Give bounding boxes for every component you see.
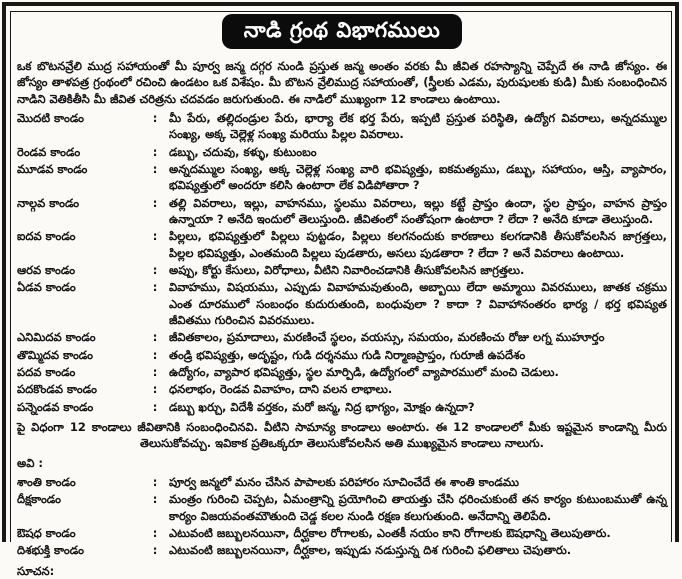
kandam-label: దీక్షకాండం (17, 492, 61, 507)
kandam-description: తల్లి వివరాలు, ఇల్లు, వాహనము, స్థలము వివరాలు, ఇల్లు కట్టే ప్రాప్తం ఉందా, స్థల ప్రాప్తం, వాహన ప్రాప్తం ఉన్నాయా ? అనేది ఇందులో తెలుస్తుంది. జీవితంలో సంతోషంగా ఉంటారా ? లేదా ? అనేది కూడా తెలుస్తుంది. (169, 195, 667, 227)
colon-separator: : (152, 330, 158, 345)
kandam-description: వివాహము, విషయము, ఎప్పుడు వివాహమవుతుంది, అబ్బాయి లేదా అమ్మాయి వివరములు, జాతక చక్రము ఎంత దూరములో సంబంధం కుదురుతుంది, బంధువులా ? కాదా ? వివాహానంతరం భార్య / భర్త భవిష్యత జీవితము గురించిన వివరములు. (169, 280, 667, 328)
kandam-description: ఎటువంటి జబ్బులనయినా, దీర్ఘకాల, ఇప్పుడు నడుస్తున్న దిశ గురించి ఫలితాలు చెపుతారు. (169, 543, 572, 558)
kandam-row-7 (17, 279, 667, 328)
kandam-label: పదకొండవ కాండం (17, 382, 97, 397)
colon-separator: : (152, 382, 158, 397)
special-kandam-row-1 (17, 474, 667, 490)
kandam-description: మంత్రం గురించి చెప్పట, ఏమంత్రాన్ని ప్రయోగించి తాయత్తు చేసి ధరించుకుంటే తన కార్యం కుటుంబముతో ఉన్న కార్యం విజయవంతమౌతుంది చెడ్డ కలల నుండి రక్షణ కలుగుతుంది. అనేదాన్ని తెలిపేది. (169, 492, 667, 523)
kandam-row-9 (17, 347, 667, 363)
kandam-description: అన్నదమ్ముల సంఖ్య, అక్క చెల్లెళ్ల సంఖ్య వారి భవిష్యత్తు, ఐకమత్యము, డబ్బు, సహాయం, ఆస్తి, వ్యాపారం, భవిష్యత్తులో అందరూ కలిసి ఉంటారా లేక విడిపోతారా ? (169, 162, 667, 193)
kandam-row-10 (17, 364, 667, 380)
kandam-row-3 (17, 161, 667, 194)
colon-separator: : (152, 526, 158, 540)
intro-paragraph: ఒక బొటనవ్రేలి ముద్ర సహాయంతో మీ పూర్వ జన్మ దగ్గర నుండి ప్రస్తుత జన్మ అంతం వరకు మీ జీవిత రహస్యాన్ని చెప్పేదే ఈ నాడి జోస్యం. ఈ జోస్యం తాళపత్ర గ్రంథంలో రచించి ఉండటం ఒక విశేషం. మీ బొటన వ్రేలిముద్ర సహాయంతో, (స్త్రీలకు ఎడమ, పురుషులకు కుడి) మీకు సంబంధించిన నాడిని వెతికితీసి మీ జీవిత చరిత్రను చదవడం జరుగుతుంది. ఈ నాడిలో ముఖ్యంగా 12 కాండాలు ఉంటాయి. (17, 59, 667, 106)
kandam-list (17, 110, 667, 415)
kandam-row-2 (17, 144, 667, 160)
kandam-label: పదవ కాండం (17, 365, 76, 380)
kandam-description: తండ్రి భవిష్యత్తు, అదృష్టం, గుడి దర్శనము గుడి నిర్మాణప్రాప్తం, గురూజీ ఉపదేశం (169, 347, 526, 362)
footer-note-label: సూచన: (17, 563, 55, 578)
kandam-label: శాంతి కాండం (17, 475, 76, 490)
kandam-description: డబ్బు, చదువు, కళ్ళు, కుటుంబం (169, 144, 317, 159)
colon-separator: : (152, 229, 158, 244)
special-kandam-row-2 (17, 491, 667, 524)
colon-separator: : (152, 280, 158, 295)
special-kandam-list (17, 474, 667, 559)
kandam-label: ఆరవ కాండం (17, 263, 76, 278)
kandam-description: డబ్బు ఖర్చు, విదేశీ వర్తకం, మరో జన్మ, నిద్ర భాగ్యం, మోక్షం ఉన్నదా? (169, 399, 475, 414)
kandam-label: మొదటి కాండం (17, 111, 84, 126)
avi-label: అవి : (17, 455, 43, 470)
kandam-description: ఎటువంటి జబ్బులనయినా, దీర్ఘకాల రోగాలకు, ఎంతకీ నయం కాని రోగాలకు ఔషధాన్ని తెలుపుతారు. (169, 526, 611, 540)
kandam-label: మూడవ కాండం (17, 162, 88, 177)
kandam-description: పూర్వ జన్మలో మనం చేసిన పాపాలకు పరిహారం సూచించేదే ఈ శాంతి కాండము (169, 475, 520, 490)
kandam-label: ఔషధ కాండం (17, 526, 76, 540)
colon-separator: : (152, 492, 158, 507)
kandam-label: రెండవ కాండం (17, 144, 81, 159)
kandam-description: పిల్లలు, భవిష్యత్తులో పిల్లలు పుట్టడం, పిల్లలు కలగనందుకు కారణాలు కలగడానికి తీసుకోవలసిన జాగ్రత్తలు, పిల్లల భవిష్యత్తు, ఎంతమంది పిల్లలు పుడతారు, అసలు పుడతారా ? లేదా ? అనే వివరాలు ఉంటాయి. (169, 229, 667, 260)
colon-separator: : (152, 399, 158, 414)
kandam-description: మీ పేరు, తల్లిదండ్రుల పేరు, భార్యా లేక భర్త పేరు, ఇప్పటి ప్రస్తుత పరిస్థితి, ఉద్యోగ వివరాలు, అన్నదమ్ముల సంఖ్య, అక్క చెల్లెళ్ల సంఖ్య మరియు పిల్లల వివరాలు. (169, 111, 667, 142)
colon-separator: : (152, 111, 158, 126)
colon-separator: : (152, 543, 158, 558)
title-band (17, 14, 667, 49)
kandam-row-4 (17, 195, 667, 228)
kandam-label: ఏడవ కాండం (17, 280, 76, 295)
kandam-row-5 (17, 228, 667, 261)
kandam-label: పన్నెండవ కాండం (17, 399, 94, 414)
kandam-label: దిశభుక్తి కాండం (17, 543, 84, 558)
kandam-row-12 (17, 399, 667, 415)
kandam-label: ఎనిమిదవ కాండం (17, 330, 96, 345)
summary-paragraph: పై విధంగా 12 కాండాలు జీవితానికి సంబంధించినవి. వీటిని సామాన్య కాండాలు అంటారు. ఈ 12 కాండాలలో మీకు ఇష్టమైన కాండాన్ని మీరు తెలుసుకోవచ్చు. ఇవికాక ప్రతిఒక్కరూ తెలుసుకోవలసిన అతి ముఖ్యమైన కాండాలు నాలుగు. (17, 420, 667, 451)
colon-separator: : (152, 162, 158, 177)
kandam-description: ఉద్యోగం, వ్యాపార భవిష్యత్తు, స్థల మార్పిడి, ఉద్యోగంలో వ్యాపారములో మంచి చెడులు. (169, 365, 559, 380)
kandam-label: ఐదవ కాండం (17, 229, 76, 244)
kandam-label: నాల్గవ కాండం (17, 195, 80, 210)
colon-separator: : (152, 347, 158, 362)
special-kandam-row-3 (17, 525, 667, 541)
colon-separator: : (152, 195, 158, 210)
kandam-row-11 (17, 381, 667, 397)
kandam-description: జీవితకాలం, ప్రమాదాలు, మరణించే స్థలం, వయస్సు, సమయం, మరణించు రోజు లగ్న ముహూర్తం (169, 330, 605, 345)
special-kandam-row-4 (17, 542, 667, 558)
colon-separator: : (152, 365, 158, 380)
kandam-description: అప్పు, కోర్టు కేసులు, విరోధాలు, వీటిని నివారించడానికి తీసుకోవలసిన జాగ్రత్తలు. (169, 263, 525, 278)
page-title: నాడి గ్రంథ విభాగములు (222, 14, 463, 49)
kandam-description: ధనలాభం, రెండవ వివాహం, దాని వలన లాభాలు. (169, 382, 393, 397)
colon-separator: : (152, 144, 158, 159)
colon-separator: : (152, 263, 158, 278)
kandam-row-8 (17, 329, 667, 345)
kandam-label: తొమ్మిదవ కాండం (17, 347, 93, 362)
colon-separator: : (152, 475, 158, 490)
page-content (17, 13, 667, 578)
kandam-row-6 (17, 262, 667, 278)
kandam-row-1 (17, 110, 667, 143)
